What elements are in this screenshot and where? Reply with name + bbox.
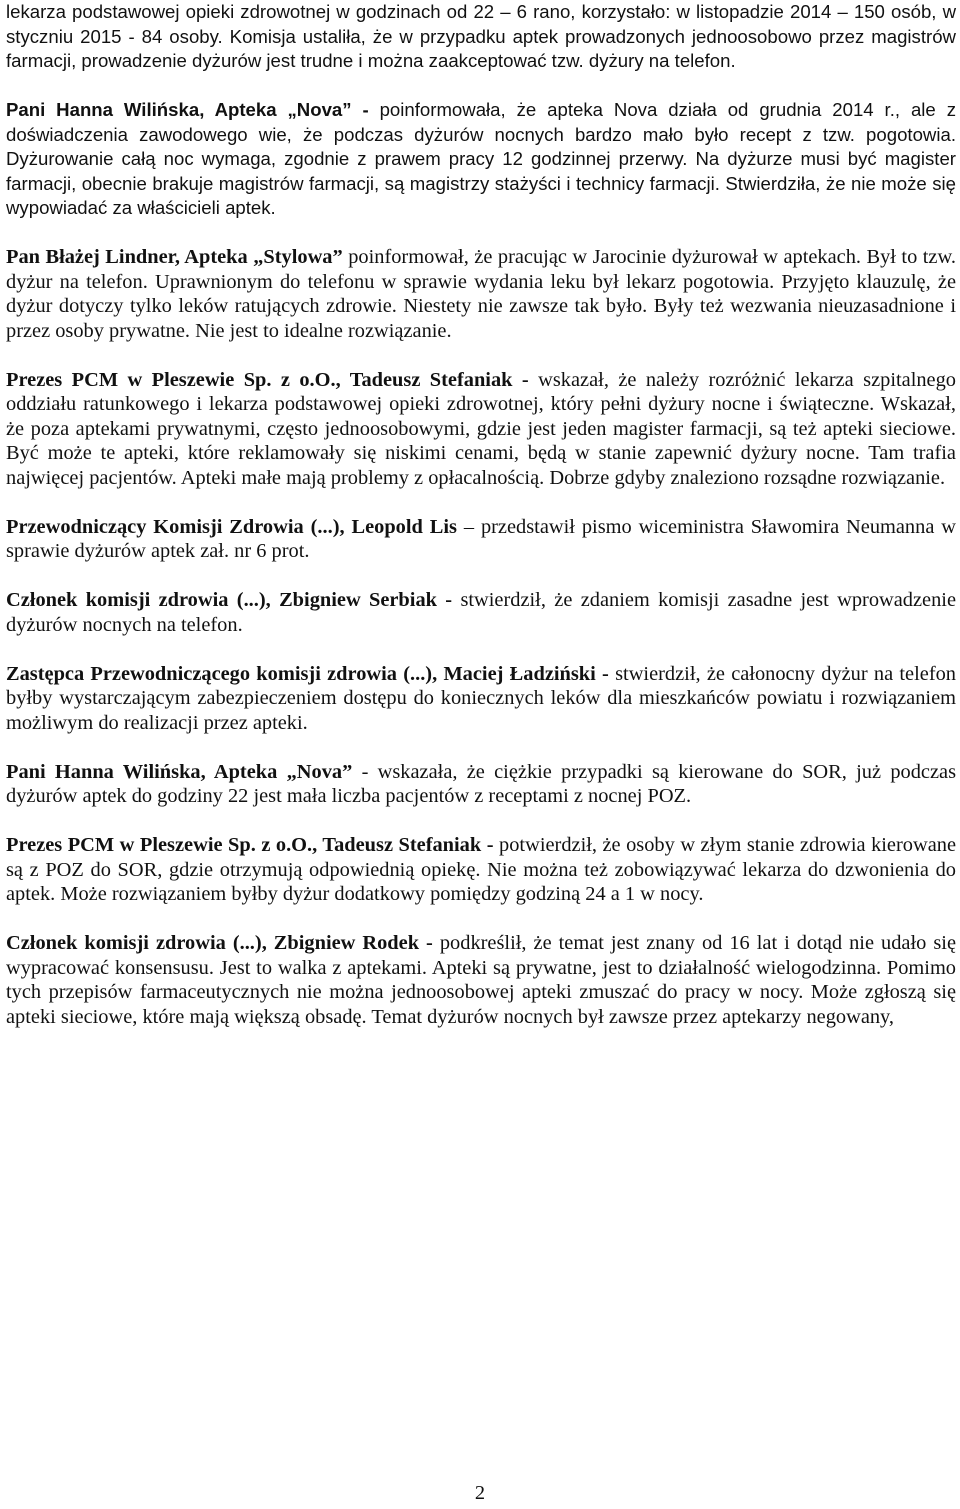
- speaker-name: Pan Błażej Lindner, Apteka „Stylowa”: [6, 246, 349, 268]
- paragraph-lis-statement: [6, 515, 956, 564]
- paragraph-wilinska-statement-2: [6, 760, 956, 809]
- paragraph-text: potwierdził, że osoby w złym stanie zdrowia kierowane są z POZ do SOR, gdzie otrzymują odpowiednią opiekę. Nie można też zobowiązywać lekarza do dzwonienia do aptek. Może rozwiązaniem byłby dyżur dodatkowy pomiędzy godziną 24 a 1 w nocy.: [6, 834, 956, 905]
- paragraph-lindner-statement: [6, 245, 956, 343]
- paragraph-serbiak-statement: [6, 588, 956, 637]
- speaker-name: Członek komisji zdrowia (...), Zbigniew Rodek -: [6, 932, 440, 954]
- document-page: [6, 0, 956, 1029]
- paragraph-text: – przedstawił pismo wiceministra Sławomira Neumanna w sprawie dyżurów aptek zał. nr 6 prot.: [6, 515, 956, 562]
- paragraph-pharmacy-night-duty-stats: [6, 0, 956, 74]
- paragraph-rodek-statement: [6, 931, 956, 1029]
- paragraph-text: podkreślił, że temat jest znany od 16 lat i dotąd nie udało się wypracować konsensusu. Jest to walka z aptekami. Apteki są prywatne, jest to działalność wielogodzinna. Pomimo tych przepisów farmaceutycznych nie można jednoosobowej apteki zmuszać do pracy w nocy. Może zgłoszą się apteki sieciowe, które mają większą obsadę. Temat dyżurów nocnych był zawsze przez aptekarzy negowany,: [6, 932, 956, 1028]
- paragraph-wilinska-statement-1: [6, 98, 956, 221]
- speaker-name: Członek komisji zdrowia (...), Zbigniew Serbiak -: [6, 589, 461, 611]
- paragraph-text: wskazał, że należy rozróżnić lekarza szpitalnego oddziału ratunkowego i lekarza podstawowej opieki zdrowotnej, który pełni dyżury nocne i świąteczne. Wskazał, że poza aptekami prywatnymi, często jednoosobowymi, gdzie jest jeden magister farmacji, są też apteki sieciowe. Być może te apteki, które reklamowały się niskimi cenami, będą w stanie zapewnić dyżury nocne. Tam trafia najwięcej pacjentów. Apteki małe mają problemy z opłacalnością. Dobrze gdyby znaleziono rozsądne rozwiązanie.: [6, 368, 956, 489]
- speaker-name: Pani Hanna Wilińska, Apteka „Nova”: [6, 760, 362, 783]
- speaker-name: Pani Hanna Wilińska, Apteka „Nova” -: [6, 99, 380, 120]
- speaker-name: Prezes PCM w Pleszewie Sp. z o.O., Tadeusz Stefaniak -: [6, 368, 539, 391]
- paragraph-stefaniak-statement-1: [6, 368, 956, 491]
- page-number: 2: [474, 1482, 486, 1504]
- paragraph-text: poinformował, że pracując w Jarocinie dyżurował w aptekach. Był to tzw. dyżur na telefon. Uprawnionym do telefonu w sprawie wydania leku był lekarz pogotowia. Przyjęto klauzulę, że dyżur dotyczy tylko leków ratujących zdrowie. Niestety nie zawsze tak było. Były też wezwania nieuzasadnione i przez osoby prywatne. Nie jest to idealne rozwiązanie.: [6, 246, 956, 342]
- paragraph-text: Dyżurowanie całą noc wymaga, zgodnie z prawem pracy 12 godzinnej przerwy. Na dyżurze musi być magister farmacji, obecnie brakuje magistrów farmacji, są magistrzy stażyści i technicy farmacji.: [6, 148, 956, 194]
- paragraph-text: poinformowała, że apteka Nova działa od grudnia 2014 r., ale z doświadczenia zawodowego wie, że podczas dyżurów nocnych bardzo mało było recept z tzw. pogotowia.: [6, 99, 956, 145]
- speaker-name: Przewodniczący Komisji Zdrowia (...), Leopold Lis: [6, 515, 464, 538]
- paragraph-text: Stwierdziła, że nie może się wypowiadać za właścicieli aptek.: [6, 172, 957, 218]
- paragraph-text: - wskazała, że ciężkie przypadki są kierowane do SOR, już podczas dyżurów aptek do godziny 22 jest mała liczba pacjentów z receptami z nocnej POZ.: [6, 760, 956, 807]
- paragraph-text: lekarza podstawowej opieki zdrowotnej w godzinach od 22 – 6 rano, korzystało: w listopadzie 2014 – 150 osób, w styczniu 2015 - 84 osoby. Komisja ustaliła, że w przypadku aptek prowadzonych jednoosobowo przez magistrów farmacji, prowadzenie dyżurów jest trudne i można zaakceptować tzw. dyżury na telefon.: [6, 1, 956, 71]
- paragraph-text: stwierdził, że całonocny dyżur na telefon byłby wystarczającym zabezpieczeniem dostępu do koniecznych leków dla mieszkańców powiatu i rozwiązaniem możliwym do realizacji przez apteki.: [6, 662, 956, 734]
- speaker-name: Prezes PCM w Pleszewie Sp. z o.O., Tadeusz Stefaniak -: [6, 834, 500, 856]
- paragraph-ladzinski-statement: [6, 662, 956, 736]
- paragraph-text: stwierdził, że zdaniem komisji zasadne jest wprowadzenie dyżurów nocnych na telefon.: [6, 589, 956, 636]
- paragraph-stefaniak-statement-2: [6, 833, 956, 907]
- speaker-name: Zastępca Przewodniczącego komisji zdrowia (...), Maciej Ładziński -: [6, 662, 616, 685]
